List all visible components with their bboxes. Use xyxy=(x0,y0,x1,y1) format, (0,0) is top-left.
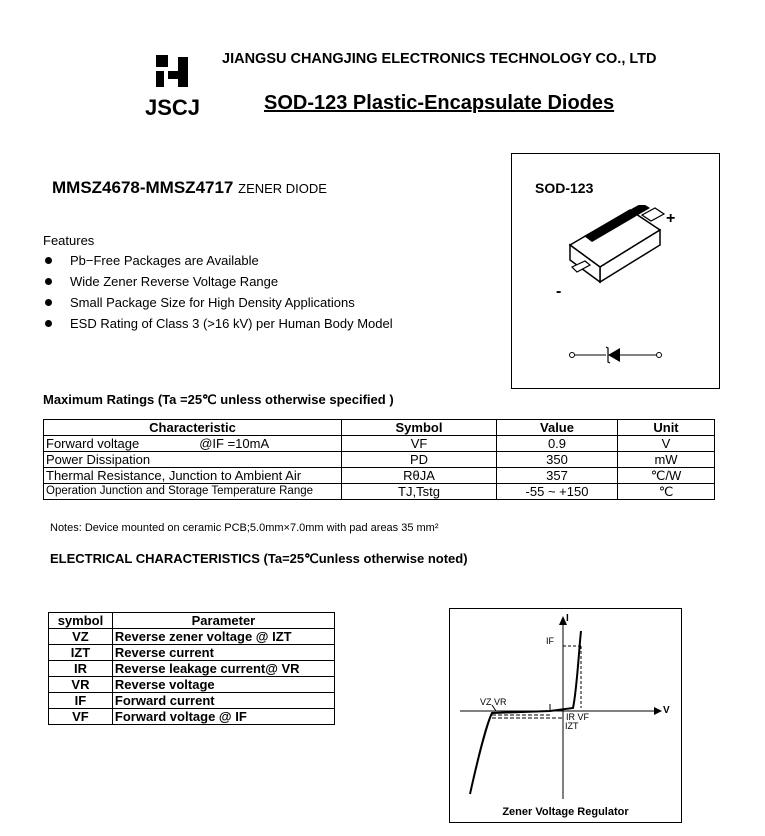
cell-symbol: IZT xyxy=(49,645,113,661)
cell-parameter: Reverse leakage current@ VR xyxy=(112,661,334,677)
notes: Notes: Device mounted on ceramic PCB;5.0mm×7.0mm with pad areas 35 mm² xyxy=(50,522,439,534)
table-row xyxy=(44,452,715,468)
package-title: SOD-123 xyxy=(535,180,594,196)
cell-symbol: VR xyxy=(49,677,113,693)
diode-symbol xyxy=(566,345,666,365)
header-value: Value xyxy=(497,420,618,436)
features-heading: Features xyxy=(43,233,95,248)
max-ratings-heading: Maximum Ratings (Ta =25℃ unless otherwise specified ) xyxy=(43,392,394,407)
cell-parameter: Reverse voltage xyxy=(112,677,334,693)
cell-symbol: VF xyxy=(49,709,113,725)
feature-item: Pb−Free Packages are Available xyxy=(43,253,393,274)
cell-symbol: VF xyxy=(342,436,497,452)
table-row xyxy=(49,677,335,693)
table-row xyxy=(49,661,335,677)
logo-mark-icon xyxy=(154,55,190,91)
cell-symbol: PD xyxy=(342,452,497,468)
table-row xyxy=(44,468,715,484)
cell-unit: ℃/W xyxy=(618,468,715,484)
ir-vf-label: IR VF xyxy=(566,712,590,722)
cell-characteristic: Operation Junction and Storage Temperature Range xyxy=(44,484,342,500)
company-name: JIANGSU CHANGJING ELECTRONICS TECHNOLOGY CO., LTD xyxy=(222,51,657,67)
table-row xyxy=(49,629,335,645)
cell-value: 357 xyxy=(497,468,618,484)
part-number: MMSZ4678-MMSZ4717 xyxy=(52,178,234,197)
vz-vr-label: VZ VR xyxy=(480,697,507,707)
cell-parameter: Forward voltage @ IF xyxy=(112,709,334,725)
graph-caption: Zener Voltage Regulator xyxy=(502,806,629,818)
features-list xyxy=(43,253,393,337)
cell-symbol: IR xyxy=(49,661,113,677)
cell-parameter: Forward current xyxy=(112,693,334,709)
minus-label: - xyxy=(556,283,562,300)
feature-item: Wide Zener Reverse Voltage Range xyxy=(43,274,393,295)
axis-i-label: I xyxy=(566,613,569,624)
header-symbol: Symbol xyxy=(342,420,497,436)
document-title: SOD-123 Plastic-Encapsulate Diodes xyxy=(264,92,615,114)
cell-unit: V xyxy=(618,436,715,452)
max-ratings-table xyxy=(43,419,715,500)
header-unit: Unit xyxy=(618,420,715,436)
cell-symbol: RθJA xyxy=(342,468,497,484)
header-parameter: Parameter xyxy=(112,613,334,629)
part-type: ZENER DIODE xyxy=(238,181,327,196)
cell-symbol: TJ,Tstg xyxy=(342,484,497,500)
if-label: IF xyxy=(546,636,554,646)
electrical-heading: ELECTRICAL CHARACTERISTICS (Ta=25℃unless otherwise noted) xyxy=(50,551,468,566)
cell-characteristic: Thermal Resistance, Junction to Ambient Air xyxy=(44,468,342,484)
table-row xyxy=(49,709,335,725)
plus-label: + xyxy=(666,210,676,227)
cell-characteristic: Power Dissipation xyxy=(44,452,342,468)
cell-value: -55 ~ +150 xyxy=(497,484,618,500)
zener-diode-icon xyxy=(566,345,666,365)
cell-symbol: VZ xyxy=(49,629,113,645)
header-symbol: symbol xyxy=(49,613,113,629)
cell-parameter: Reverse zener voltage @ IZT xyxy=(112,629,334,645)
cell-value: 350 xyxy=(497,452,618,468)
cell-value: 0.9 xyxy=(497,436,618,452)
cell-unit: ℃ xyxy=(618,484,715,500)
logo-text: JSCJ xyxy=(145,95,201,120)
table-header-row xyxy=(44,420,715,436)
header-characteristic: Characteristic xyxy=(44,420,342,436)
cell-unit: mW xyxy=(618,452,715,468)
company-logo xyxy=(154,55,190,91)
table-header-row xyxy=(49,613,335,629)
feature-item: ESD Rating of Class 3 (>16 kV) per Human Body Model xyxy=(43,316,393,337)
part-title xyxy=(52,178,327,198)
table-row xyxy=(44,484,715,500)
table-row xyxy=(49,693,335,709)
symbol-table xyxy=(48,612,335,725)
condition-text: @IF =10mA xyxy=(199,436,270,451)
table-row xyxy=(49,645,335,661)
characteristic-text: Forward voltage xyxy=(46,436,140,451)
cell-symbol: IF xyxy=(49,693,113,709)
cell-characteristic xyxy=(44,436,342,452)
cell-parameter: Reverse current xyxy=(112,645,334,661)
feature-item: Small Package Size for High Density Applications xyxy=(43,295,393,316)
izt-label: IZT xyxy=(565,721,579,731)
table-row xyxy=(44,436,715,452)
axis-v-label: V xyxy=(663,705,670,716)
